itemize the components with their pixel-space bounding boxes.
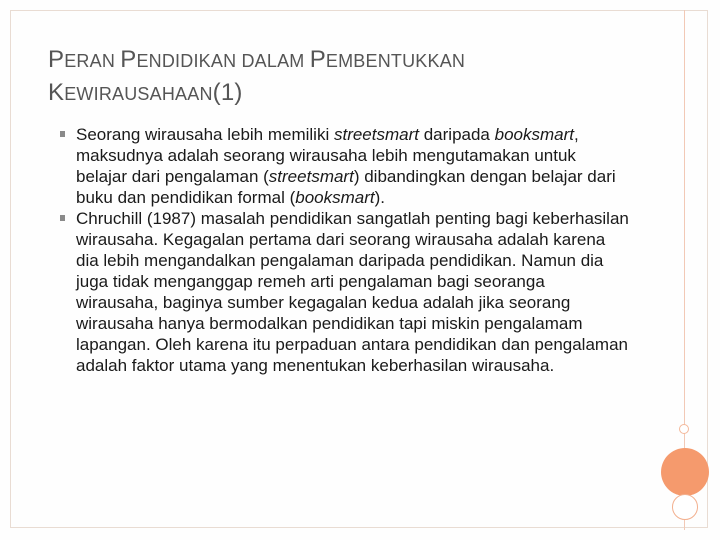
bullet-marker-icon [60, 131, 65, 137]
title-cap: P [120, 46, 137, 73]
bullet-segment: Chruchill (1987) masalah pendidikan sangatlah penting bagi keberhasilan wirausaha. Kegagalan pertama dari seorang wirausaha adalah karena dia lebih mengandalkan pengalaman daripada pendidikan. Namun dia juga tidak menganggap remeh arti pengalaman bagi seoranga wirausaha, baginya sumber kegagalan kedua adalah jika seorang wirausaha hanya bermodalkan pendidikan tapi miskin pengalamam lapangan. Oleh karena itu perpaduan antara pendidikan dan pengalaman adalah faktor utama yang menentukan keberhasilan wirausaha. [76, 209, 629, 375]
title-cap: (1) [212, 79, 243, 106]
bullet-segment: ) dibandingkan dengan belajar dari buku dan pendidikan formal ( [76, 167, 616, 207]
title-cap: K [48, 79, 65, 106]
decorative-filled-circle [661, 448, 709, 496]
bullet-marker-icon [60, 215, 65, 221]
title-line-1 [48, 44, 648, 77]
slide-title [48, 44, 648, 110]
bullet-segment: ). [374, 188, 386, 207]
title-rest: EMBENTUKKAN [325, 51, 466, 71]
slide-body [60, 124, 630, 376]
title-rest: ERAN [64, 51, 121, 71]
bullet-segment-italic: booksmart [494, 125, 574, 144]
bullet-segment: Seorang wirausaha lebih memiliki [76, 125, 334, 144]
bullet-item [60, 208, 630, 376]
bullet-text [76, 124, 630, 208]
title-line-2 [48, 77, 648, 110]
bullet-segment-italic: streetsmart [333, 125, 419, 144]
bullet-segment: daripada [419, 125, 495, 144]
bullet-segment-italic: booksmart [295, 188, 375, 207]
title-cap: P [309, 46, 326, 73]
bullet-segment-italic: streetsmart [268, 167, 354, 186]
decorative-small-circle [679, 424, 689, 434]
bullet-item [60, 124, 630, 208]
bullet-segment: , maksudnya adalah seorang wirausaha lebih mengutamakan untuk belajar dari pengalaman ( [76, 125, 579, 186]
decorative-outline-circle [672, 494, 698, 520]
title-rest: ENDIDIKAN DALAM [136, 51, 310, 71]
bullet-text [76, 208, 630, 376]
title-rest: EWIRAUSAHAAN [64, 84, 213, 104]
title-cap: P [48, 46, 65, 73]
